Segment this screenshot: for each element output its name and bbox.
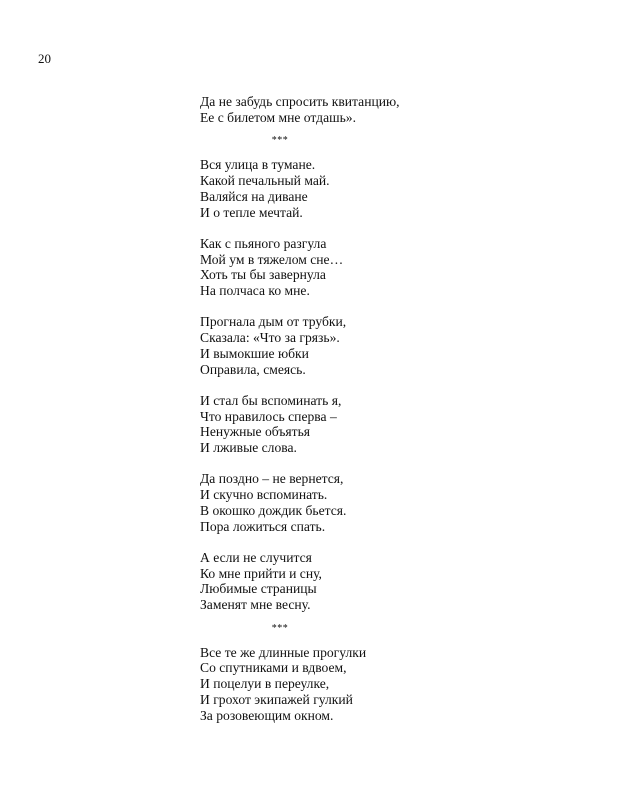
- poem-line: Любимые страницы: [200, 581, 317, 597]
- poem-line: И стал бы вспоминать я,: [200, 392, 342, 408]
- stanza: [200, 157, 520, 220]
- poem-section: [200, 157, 520, 612]
- poem-line: И скучно вспоминать.: [200, 487, 328, 503]
- stanza-gap: [200, 534, 520, 550]
- poem-line: Что нравилось сперва –: [200, 408, 337, 424]
- stanza-gap: [200, 456, 520, 472]
- poem-line: И о тепле мечтай.: [200, 204, 303, 220]
- poem-line: Все те же длинные прогулки: [200, 644, 367, 660]
- stanza: [200, 393, 520, 456]
- poem-line: Как с пьяного разгула: [200, 235, 327, 251]
- poem-line: Заменят мне весну.: [200, 597, 311, 613]
- stanza: [200, 471, 520, 534]
- stanza-gap: [200, 220, 520, 236]
- poem-line: Хоть ты бы завернула: [200, 267, 326, 283]
- poem-line: И грохот экипажей гулкий: [200, 691, 353, 707]
- stanza: [200, 645, 520, 724]
- poem-line: И вымокшие юбки: [200, 345, 309, 361]
- poem-line: Вся улица в тумане.: [200, 157, 316, 173]
- poem-line: Какой печальный май.: [200, 173, 330, 189]
- poem-line: Пора ложиться спать.: [200, 518, 326, 534]
- stanza: [200, 314, 520, 377]
- poem-line: Оправила, смеясь.: [200, 361, 306, 377]
- stanza: [200, 236, 520, 299]
- stanza-gap: [200, 299, 520, 315]
- poem-line: Сказала: «Что за грязь».: [200, 330, 340, 346]
- poem-line: Валяйся на диване: [200, 188, 308, 204]
- poem-column: [200, 94, 520, 723]
- stanza-gap: [200, 377, 520, 393]
- poem-line: За розовеющим окном.: [200, 707, 334, 723]
- poem-line: Да поздно – не вернется,: [200, 471, 344, 487]
- poem-line: В окошко дождик бьется.: [200, 502, 347, 518]
- section-separator: ***: [271, 622, 289, 634]
- poem-line: На полчаса ко мне.: [200, 283, 310, 299]
- page-number: 20: [38, 51, 51, 66]
- poem-line: И лживые слова.: [200, 440, 297, 456]
- poem-section: [200, 645, 520, 724]
- poem-line: Ненужные объятья: [200, 424, 311, 440]
- section-separator: ***: [271, 135, 289, 147]
- poem-line: И поцелуи в переулке,: [200, 676, 330, 692]
- poem-line: Ко мне прийти и сну,: [200, 565, 322, 581]
- poem-line: А если не случится: [200, 549, 312, 565]
- poem-line: Со спутниками и вдвоем,: [200, 660, 347, 676]
- opening-stanza: [200, 94, 520, 125]
- poem-line: Прогнала дым от трубки,: [200, 314, 347, 330]
- poem-line: Ее с билетом мне отдашь».: [200, 109, 356, 125]
- poem-line: Да не забудь спросить квитанцию,: [200, 94, 400, 109]
- poem-line: Мой ум в тяжелом сне…: [200, 251, 344, 267]
- stanza: [200, 550, 520, 613]
